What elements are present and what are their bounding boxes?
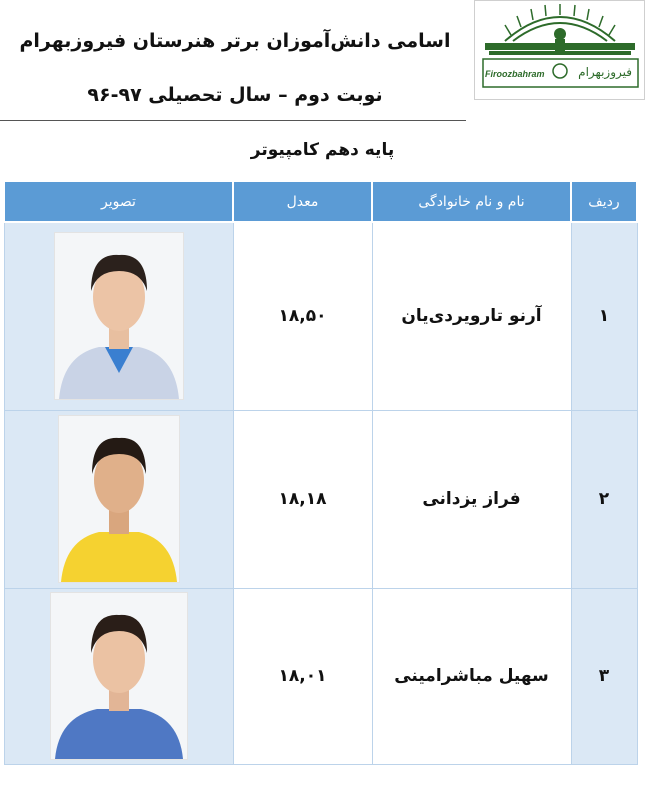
logo-text-english: Firoozbahram bbox=[485, 69, 545, 79]
student-name: آرنو تارویردی‌یان bbox=[372, 222, 571, 410]
header-full-name: نام و نام خانوادگی bbox=[372, 181, 571, 222]
header-row-number: ردیف bbox=[571, 181, 637, 222]
photo-cell bbox=[4, 410, 233, 588]
student-average: ۱۸,۵۰ bbox=[233, 222, 372, 410]
row-number: ۱ bbox=[571, 222, 637, 410]
header-photo: تصویر bbox=[4, 181, 233, 222]
header-divider bbox=[0, 120, 466, 121]
student-average: ۱۸,۱۸ bbox=[233, 410, 372, 588]
students-table bbox=[3, 180, 638, 765]
grade-heading: پایه دهم کامپیوتر bbox=[250, 140, 395, 160]
photo-cell bbox=[4, 222, 233, 410]
table-row bbox=[4, 588, 637, 764]
table-row bbox=[4, 410, 637, 588]
page-subtitle: نوبت دوم – سال تحصیلی ۹۷-۹۶ bbox=[87, 84, 383, 106]
student-portrait-icon bbox=[59, 416, 179, 582]
table-row bbox=[4, 222, 637, 410]
student-portrait-icon bbox=[55, 233, 183, 399]
student-photo bbox=[58, 415, 180, 583]
logo-text-persian: فیروزبهرام bbox=[578, 65, 632, 79]
student-average: ۱۸,۰۱ bbox=[233, 588, 372, 764]
row-number: ۳ bbox=[571, 588, 637, 764]
students-table-wrapper bbox=[3, 180, 638, 765]
table-header-row bbox=[4, 181, 637, 222]
page-title: اسامی دانش‌آموزان برتر هنرستان فیروزبهرام bbox=[19, 30, 451, 52]
school-logo bbox=[474, 0, 645, 100]
row-number: ۲ bbox=[571, 410, 637, 588]
student-photo bbox=[50, 592, 188, 760]
header-average: معدل bbox=[233, 181, 372, 222]
student-portrait-icon bbox=[51, 593, 187, 759]
photo-cell bbox=[4, 588, 233, 764]
student-name: سهیل مباشرامینی bbox=[372, 588, 571, 764]
student-photo bbox=[54, 232, 184, 400]
student-name: فراز یزدانی bbox=[372, 410, 571, 588]
faravahar-emblem-icon bbox=[475, 1, 645, 101]
